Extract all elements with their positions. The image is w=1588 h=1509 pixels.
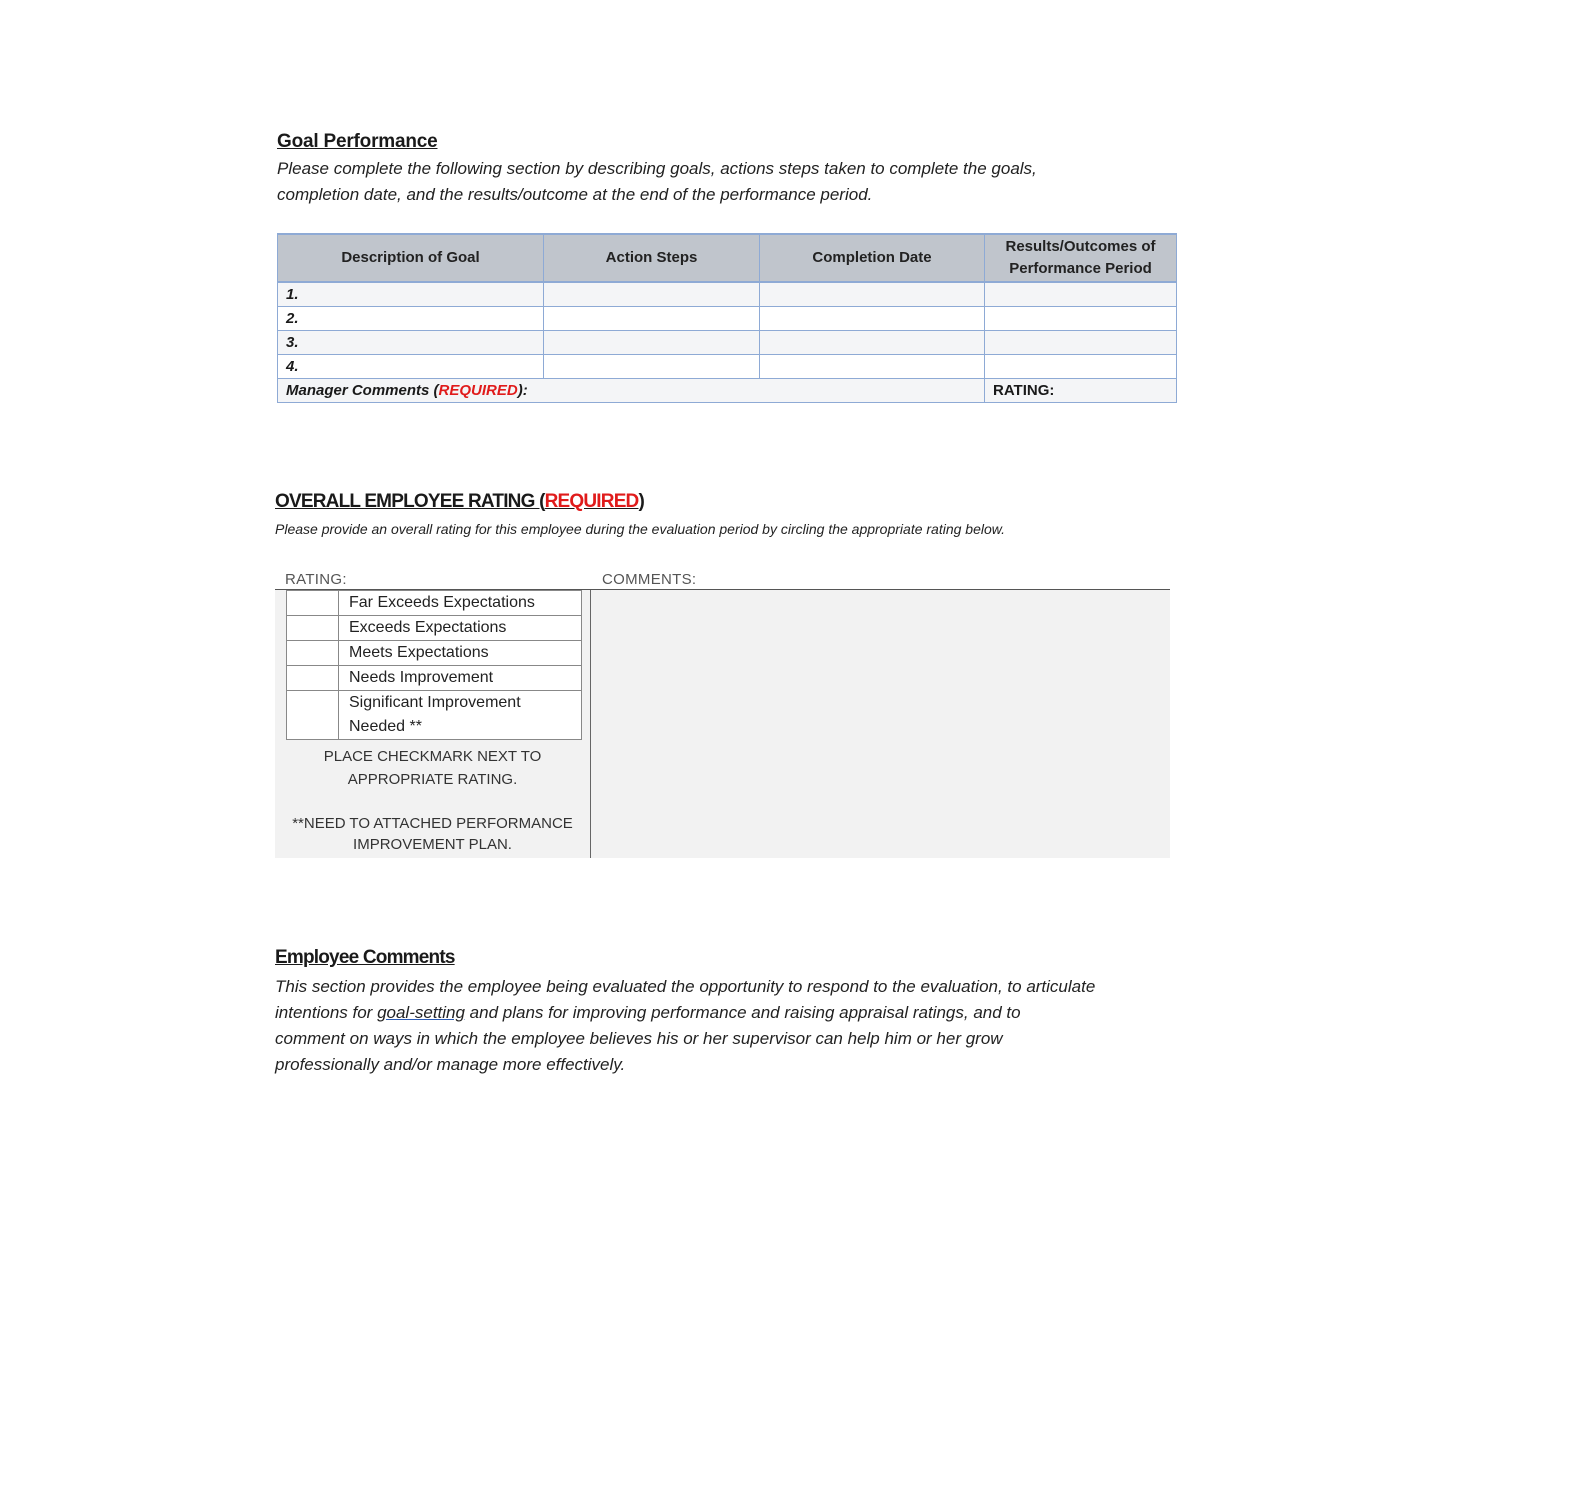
goal-table — [277, 233, 1177, 403]
pip-note — [275, 813, 590, 855]
overall-rating-title — [275, 491, 644, 513]
rating-header: RATING: — [285, 571, 347, 588]
employee-line2-start: intentions for — [275, 1003, 378, 1022]
goal-cell-date[interactable] — [760, 282, 985, 307]
goal-intro-line1: Please complete the following section by describing goals, actions steps taken to complete the goals, — [277, 159, 1037, 178]
rating-checkbox[interactable] — [287, 666, 339, 691]
overall-title-suffix: ) — [638, 491, 645, 512]
goal-cell-results[interactable] — [985, 355, 1177, 379]
rating-option — [287, 641, 582, 666]
rating-divider — [590, 590, 591, 858]
col-action-steps: Action Steps — [544, 234, 760, 282]
manager-comments-cell[interactable] — [278, 379, 985, 403]
pip-note-line2: IMPROVEMENT PLAN. — [353, 836, 512, 853]
overall-required-tag: REQUIRED — [544, 491, 639, 512]
manager-comments-label: Manager Comments ( — [286, 382, 439, 399]
checkmark-note — [275, 745, 590, 791]
col-description-of-goal: Description of Goal — [278, 234, 544, 282]
overall-title-prefix: OVERALL EMPLOYEE RATING ( — [275, 491, 545, 512]
rating-option-label: Significant Improvement Needed ** — [339, 691, 582, 740]
rating-option-label: Far Exceeds Expectations — [339, 591, 582, 616]
employee-intro-line2 — [275, 1000, 1021, 1026]
manager-comments-suffix: ): — [517, 382, 528, 399]
rating-checkbox[interactable] — [287, 641, 339, 666]
manager-required-tag: REQUIRED — [438, 382, 518, 399]
goal-row-number[interactable]: 3. — [278, 331, 544, 355]
manager-rating-cell[interactable]: RATING: — [985, 379, 1177, 403]
rating-option — [287, 691, 582, 740]
goal-cell-date[interactable] — [760, 331, 985, 355]
employee-line2-end: and plans for improving performance and raising appraisal ratings, and to — [464, 1003, 1021, 1022]
goal-cell-results[interactable] — [985, 282, 1177, 307]
goal-cell-action[interactable] — [544, 331, 760, 355]
checkmark-note-line2: APPROPRIATE RATING. — [347, 771, 518, 788]
employee-intro-line3: comment on ways in which the employee believes his or her supervisor can help him or her grow — [275, 1029, 1003, 1048]
rating-checkbox[interactable] — [287, 691, 339, 740]
rating-checkbox[interactable] — [287, 616, 339, 641]
pip-note-line1: **NEED TO ATTACHED PERFORMANCE — [292, 815, 573, 832]
goal-cell-action[interactable] — [544, 282, 760, 307]
goal-cell-action[interactable] — [544, 355, 760, 379]
goal-cell-action[interactable] — [544, 307, 760, 331]
goal-row-number[interactable]: 1. — [278, 282, 544, 307]
goal-performance-title: Goal Performance — [277, 131, 438, 152]
comments-header: COMMENTS: — [602, 571, 697, 588]
rating-checkbox[interactable] — [287, 591, 339, 616]
goal-setting-word: goal-setting — [377, 1003, 465, 1022]
rating-option — [287, 666, 582, 691]
rating-option-label: Needs Improvement — [339, 666, 582, 691]
goal-cell-results[interactable] — [985, 331, 1177, 355]
col-results-outcomes: Results/Outcomes of Performance Period — [985, 234, 1177, 282]
goal-row-1 — [278, 282, 1177, 307]
checkmark-note-line1: PLACE CHECKMARK NEXT TO — [323, 748, 542, 765]
employee-intro-line1: This section provides the employee being evaluated the opportunity to respond to the evaluation, to articulate — [275, 977, 1096, 996]
goal-row-number[interactable]: 2. — [278, 307, 544, 331]
manager-comments-row — [278, 379, 1177, 403]
goal-row-2 — [278, 307, 1177, 331]
employee-intro-line4: professionally and/or manage more effectively. — [275, 1055, 626, 1074]
rating-option-label: Exceeds Expectations — [339, 616, 582, 641]
rating-option — [287, 616, 582, 641]
rating-option — [287, 591, 582, 616]
goal-row-4 — [278, 355, 1177, 379]
rating-option-label: Meets Expectations — [339, 641, 582, 666]
overall-intro: Please provide an overall rating for this employee during the evaluation period by circling the appropriate rating below. — [275, 521, 1005, 537]
employee-comments-title: Employee Comments — [275, 947, 455, 968]
col-completion-date: Completion Date — [760, 234, 985, 282]
comments-panel[interactable] — [591, 590, 1170, 858]
goal-cell-date[interactable] — [760, 355, 985, 379]
goal-intro-line2: completion date, and the results/outcome at the end of the performance period. — [277, 185, 873, 204]
rating-options-table — [286, 590, 582, 740]
goal-row-number[interactable]: 4. — [278, 355, 544, 379]
goal-cell-date[interactable] — [760, 307, 985, 331]
goal-row-3 — [278, 331, 1177, 355]
goal-cell-results[interactable] — [985, 307, 1177, 331]
